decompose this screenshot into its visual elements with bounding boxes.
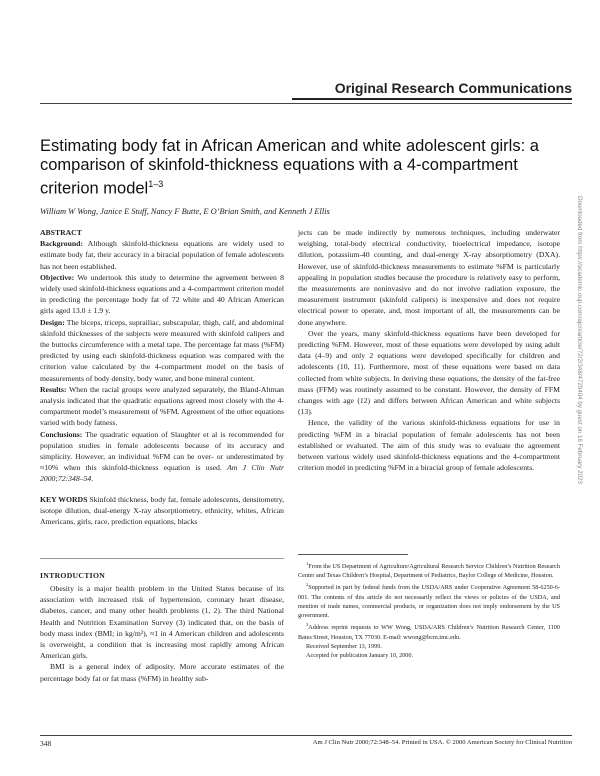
abstract-heading: ABSTRACT [40,228,82,237]
header-rule [292,98,572,100]
accepted-date: Accepted for publication January 10, 2000. [306,652,414,660]
keywords-divider [40,558,284,559]
header-divider [40,103,572,104]
abstract-objective: Objective: We undertook this study to determine the agreement between 8 widely used skinfold-thickness equations and a 4-compartment criterion model in predicting the percentage body fat of 72 white and 40 African American girls aged 13.0 ± 1.9 y. [40,272,284,316]
author-list: William W Wong, Janice E Stuff, Nancy F Butte, E O’Brian Smith, and Kenneth J Ellis [40,207,330,216]
page-number: 348 [40,739,52,748]
abstract-column [40,227,284,527]
body-right-column [298,227,560,473]
footnotes [298,559,560,660]
abstract-results: Results: When the racial groups were analyzed separately, the Bland-Altman analysis indicated that the quadratic equations agreed most closely with the 4-compartment model’s measurement of %FM. Agreement of the other equations varied with body fatness. [40,384,284,428]
footnote-1: $^1$From the US Department of Agriculture/Agricultural Research Service Children’s Nutrition Research Center and Texas Children’s Hospital, Department of Pediatrics, Baylor College of Medicine, Houston. [298,561,560,580]
abstract-background: Background: Although skinfold-thickness equations are widely used to estimate body fat, their accuracy in a biracial population of female adolescents has not been established. [40,239,284,271]
footnote-3: $^3$Address reprint requests to WW Wong, USDA/ARS Children’s Nutrition Research Center, 1100 Bates Street, Houston, TX 77030. E-mail: wwong@bcm.tmc.edu. [298,622,560,641]
introduction-text [40,583,284,684]
abstract-citation: Am J Clin Nutr 2000;72:348–54. [40,463,284,484]
title-text: Estimating body fat in African American and white adolescent girls: a comparison of skinfold-thickness equations with a 4-compartment criterion model [40,137,539,198]
title-footnote-mark: 1–3 [148,179,164,189]
abstract-design: Design: The biceps, triceps, suprailiac, subscapular, thigh, calf, and abdominal skinfold thicknesses of the subjects were measured with skinfold calipers and the buttocks circumference with a metal tape. The percentage fat mass (%FM) predicted by using each skinfold-thickness equation was compared with the criterion value calculated by the 4-compartment model on the basis of measurements of body density, body water, and bone mineral content. [40,317,284,383]
footer-citation: Am J Clin Nutr 2000;72:348–54. Printed in USA. © 2000 American Society for Clinical Nutrition [312,739,572,746]
footer-divider [40,735,572,736]
intro-paragraph: Obesity is a major health problem in the United States because of its association with increased risk of hypertension, coronary heart disease, diabetes, cancer, and many other health problems (1, 2). The third National Health and Nutrition Examination Survey (3) indicated that, on the basis of body mass index (BMI; in kg/m²), ≈1 in 4 American children and adolescents is overweight, a condition that is increasing most rapidly among African American girls. [40,584,284,661]
download-watermark: Downloaded from https://academic.oup.com/ajcn/article/72/2/348/4729404 by guest on 16 February 2023 [576,196,583,484]
intro-paragraph: BMI is a general index of adiposity. More accurate estimates of the percentage body fat or fat mass (%FM) in healthy sub- [40,662,284,683]
footnote-2: $^2$Supported in part by federal funds from the USDA/ARS under Cooperative Agreement 58-6250-6-001. The contents of this article do not necessarily reflect the views or policies of the USDA, and mention of trade names, commercial products, or organization does not imply endorsement by the US government. [298,582,560,620]
footnote-divider [298,554,408,555]
body-paragraph: Hence, the validity of the various skinfold-thickness equations for use in predicting %FM in a biracial population of female adolescents has not been established or evaluated. The aim of this study was to evaluate the agreement between various widely used skinfold-thickness equations and the 4-compartment criterion model in predicting %FM in a biracial group of female adolescents. [298,418,560,473]
introduction-heading: INTRODUCTION [40,571,106,580]
article-title [40,137,560,199]
body-paragraph: jects can be made indirectly by numerous techniques, including underwater weighing, total-body electrical conductivity, bioelectrical impedance, isotope dilution, potassium-40 counting, and dual-energy X-ray absorptiometry (DXA). However, use of skinfold-thickness measurements to estimate %FM is particularly appealing in population studies because the procedure is relatively easy to perform, the measurements are noninvasive and do not involve radiation exposure, the measurement instrument (skinfold calipers) is inexpensive and does not require electrical power to operate, and, most important of all, the measurements can be done anywhere. [298,228,560,327]
abstract-conclusions: Conclusions: The quadratic equation of Slaughter et al is recommended for population studies in female adolescents because of its accuracy and simplicity. However, an individual %FM can be over- or underestimated by ≈10% when this skinfold-thickness equation is used. Am J Clin Nutr 2000;72:348–54. [40,429,284,484]
section-title: Original Research Communications [334,80,572,96]
keywords: KEY WORDS Skinfold thickness, body fat, female adolescents, densitometry, isotope dilution, dual-energy X-ray absorptiometry, ethnicity, whites, African Americans, girls, race, prediction equations, blacks [40,494,285,527]
body-paragraph: Over the years, many skinfold-thickness equations have been developed for predicting %FM. However, most of these equations were developed by using adult data (4–9) and only 2 equations were developed specifically for children and adolescents (10, 11). Furthermore, most of these equations were based on data collected from white subjects. In deriving these equations, the density of the fat-free mass (FFM) was routinely assumed to be constant. However, the density of FFM changes with age (12) and differs between African American and white subjects (13). [298,328,560,417]
received-date: Received September 13, 1999. [306,642,382,650]
